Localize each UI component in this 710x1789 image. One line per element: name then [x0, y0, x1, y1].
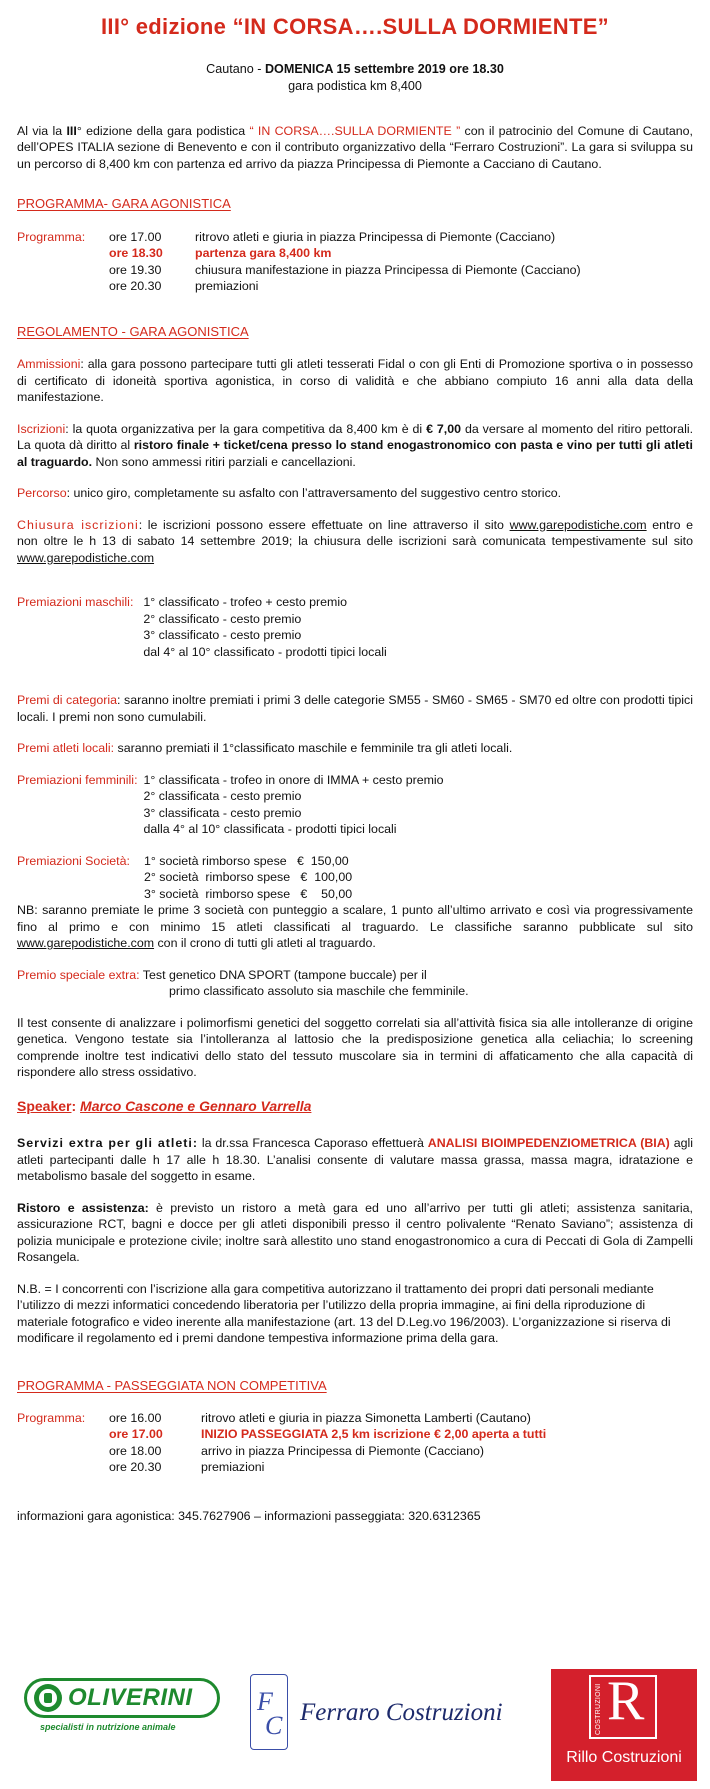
intro-paragraph: Al via la III° edizione della gara podistica “ IN CORSA….SULLA DORMIENTE ” con il patrocinio del Comune di Cautano, dell’OPES ITALIA sezione di Benevento e con il contributo organizzativo della “Ferraro Costruzioni”. La gara si sviluppa su un percorso di 8,400 km con partenza ed arrivo da piazza Principessa di Piemonte a Cacciano di Cautano. [17, 123, 693, 171]
prize-item: 2° classificata - cesto premio [143, 789, 302, 804]
schedule-desc: chiusura manifestazione in piazza Principessa di Piemonte (Cacciano) [195, 262, 581, 277]
premiazioni-maschili [17, 594, 693, 660]
premi-locali-paragraph: Premi atleti locali: saranno premiati il 1°classificato maschile e femminile tra gli atleti locali. [17, 741, 513, 756]
schedule-time: ore 20.30 [109, 1460, 162, 1475]
premio-speciale-line2: primo classificato assoluto sia maschile che femminile. [169, 984, 469, 999]
premiazioni-maschili-label: Premiazioni maschili: [17, 595, 134, 610]
ristoro-paragraph: Ristoro e assistenza: è previsto un ristoro a metà gara ed uno all’arrivo per tutti gli atleti; assistenza sanitaria, assicurazione RCT, bagni e docce per gli atleti disponibili presso il centro polivalente “Renato Saviano”; assistenza di polizia municipale e protezione civile; inoltre sarà allestito uno stand enogastronomico a cura di Peccati di Gola di Zampelli Rosangela. [17, 1200, 693, 1265]
event-date-line: Cautano - DOMENICA 15 settembre 2019 ore 18.30 [206, 62, 504, 77]
programma-gara-schedule [17, 229, 693, 295]
schedule-time: ore 18.00 [109, 1443, 162, 1458]
schedule-time: ore 17.00 [109, 229, 162, 244]
event-subtitle: gara podistica km 8,400 [288, 79, 422, 94]
garepodistiche-link[interactable]: www.garepodistiche.com [17, 550, 155, 565]
rillo-logo: R COSTRUZIONI Rillo Costruzioni [551, 1669, 697, 1781]
prize-item: 2° società rimborso spese € 100,00 [143, 870, 353, 885]
oliverini-logo: OLIVERINI specialisti in nutrizione animale [24, 1678, 220, 1738]
programma-label: Programma: [17, 229, 86, 244]
page-title: III° edizione “IN CORSA….SULLA DORMIENTE” [101, 14, 609, 39]
schedule-desc: premiazioni [195, 279, 259, 294]
speaker-line: Speaker: Marco Cascone e Gennaro Varrella [17, 1097, 312, 1114]
schedule-time: ore 18.30 [109, 246, 163, 261]
privacy-nb-paragraph: N.B. = I concorrenti con l’iscrizione alla gara competitiva autorizzano il trattamento dei propri dati personali mediante l’utilizzo di mezzi informatici concedendo liberatoria per l’utilizzo della propria immagine, ai fini della riproduzione di materiale fotografico e video inerente alla manifestazione (art. 13 del D.Leg.vo 196/2003). L’organizzazione si riserva di modificare il regolamento ed i premi dandone tempestiva informazione prima della gara. [17, 1281, 671, 1346]
flyer-document [17, 0, 693, 1524]
prize-item: 1° classificata - trofeo in onore di IMMA + cesto premio [143, 772, 444, 787]
prize-item: 2° classificato - cesto premio [143, 611, 302, 626]
schedule-desc: ritrovo atleti e giuria in piazza Simonetta Lamberti (Cautano) [201, 1410, 531, 1425]
garepodistiche-link[interactable]: www.garepodistiche.com [509, 517, 647, 532]
section-heading-passeggiata: PROGRAMMA - PASSEGGIATA NON COMPETITIVA [17, 1377, 327, 1393]
prize-item: 1° classificato - trofeo + cesto premio [143, 595, 348, 610]
ammissioni-paragraph: Ammissioni: alla gara possono partecipare tutti gli atleti tesserati Fidal o con gli Enti di Promozione sportiva o in possesso di certificato di idoneità sportiva agonistica, in corso di validità e che abbiano compiuto 16 anni alla data della manifestazione. [17, 357, 693, 405]
prize-item: 1° società rimborso spese € 150,00 [143, 853, 349, 868]
societa-nb-paragraph: NB: saranno premiate le prime 3 società con punteggio a scalare, 1 punto all’ultimo arrivato e così via progressivamente fino al primo e con minimo 15 atleti classificati al traguardo. Le classifiche saranno pubblicate sul sito www.garepodistiche.com con il crono di tutti gli atleti al traguardo. [17, 903, 693, 951]
prize-item: 3° società rimborso spese € 50,00 [143, 886, 353, 901]
iscrizioni-paragraph: Iscrizioni: la quota organizzativa per la gara competitiva da 8,400 km è di € 7,00 da versare al momento del ritiro pettorali. La quota dà diritto al ristoro finale + ticket/cena presso lo stand enogastronomico con pasta e vino per tutti gli atleti al traguardo. Non sono ammessi ritiri parziali e cancellazioni. [17, 421, 694, 469]
schedule-desc: premiazioni [201, 1460, 265, 1475]
ferraro-emblem-icon: F C [250, 1674, 288, 1750]
premi-categoria-paragraph: Premi di categoria: saranno inoltre premiati i primi 3 delle categorie SM55 - SM60 - SM65 - SM70 ed oltre con prodotti tipici locali. I premi non sono cumulabili. [17, 693, 694, 724]
section-heading-regolamento: REGOLAMENTO - GARA AGONISTICA [17, 323, 249, 339]
garepodistiche-link[interactable]: www.garepodistiche.com [17, 936, 155, 951]
premiazioni-societa-label: Premiazioni Società: [17, 853, 130, 868]
oliverini-emblem-icon [34, 1684, 62, 1712]
schedule-time: ore 16.00 [109, 1410, 162, 1425]
rillo-r-icon: R [607, 1670, 645, 1732]
schedule-desc: ritrovo atleti e giuria in piazza Principessa di Piemonte (Cacciano) [195, 229, 556, 244]
sponsor-logos [0, 1672, 710, 1789]
schedule-time: ore 17.00 [109, 1427, 163, 1442]
prize-item: dalla 4° al 10° classificata - prodotti tipici locali [143, 822, 397, 837]
chiusura-paragraph: Chiusura iscrizioni: le iscrizioni possono essere effettuate on line attraverso il sito www.garepodistiche.com entro e non oltre le h 13 di sabato 14 settembre 2019; la chiusura delle iscrizioni sarà comunicata tempestivamente sul sito www.garepodistiche.com [17, 517, 693, 565]
premiazioni-femminili [17, 772, 693, 838]
contacts-line: informazioni gara agonistica: 345.7627906 – informazioni passeggiata: 320.6312365 [17, 1508, 481, 1523]
section-heading-programma-gara: PROGRAMMA- GARA AGONISTICA [17, 196, 231, 212]
schedule-desc: partenza gara 8,400 km [195, 246, 332, 261]
prize-item: 3° classificato - cesto premio [143, 628, 302, 643]
premio-speciale-paragraph: Premio speciale extra: Test genetico DNA SPORT (tampone buccale) per il [17, 967, 427, 982]
schedule-time: ore 19.30 [109, 262, 162, 277]
test-genetico-paragraph: Il test consente di analizzare i polimorfismi genetici del soggetto correlati sia all’attività fisica sia alle intolleranze di origine genetica. Vengono testate sia l’intolleranza al lattosio che la predisposizione genetica alla celiachia; lo screening comprende inoltre test indicativi dello stato del tessuto muscolare sia in termini di affaticamento che alla capacità di rispondere allo stress ossidativo. [17, 1015, 693, 1080]
prize-item: 3° classificata - cesto premio [143, 805, 302, 820]
premiazioni-societa [17, 853, 693, 903]
percorso-paragraph: Percorso: unico giro, completamente su asfalto con l’attraversamento del suggestivo centro storico. [17, 486, 562, 501]
servizi-paragraph: Servizi extra per gli atleti: la dr.ssa Francesca Caporaso effettuerà ANALISI BIOIMPEDENZIOMETRICA (BIA) agli atleti partecipanti dalle h 17 alle h 18.30. L’analisi consente di valutare massa grassa, massa magra, idratazione e metabolismo basale del soggetto in esame. [17, 1136, 693, 1184]
programma-passeggiata-schedule [17, 1410, 693, 1476]
programma-label: Programma: [17, 1410, 86, 1425]
schedule-desc: INIZIO PASSEGGIATA 2,5 km iscrizione € 2,00 aperta a tutti [201, 1427, 547, 1442]
schedule-desc: arrivo in piazza Principessa di Piemonte (Cacciano) [201, 1443, 485, 1458]
premiazioni-femminili-label: Premiazioni femminili: [17, 772, 138, 787]
schedule-time: ore 20.30 [109, 279, 162, 294]
ferraro-logo: F C Ferraro Costruzioni [250, 1674, 480, 1754]
prize-item: dal 4° al 10° classificato - prodotti tipici locali [143, 644, 387, 659]
